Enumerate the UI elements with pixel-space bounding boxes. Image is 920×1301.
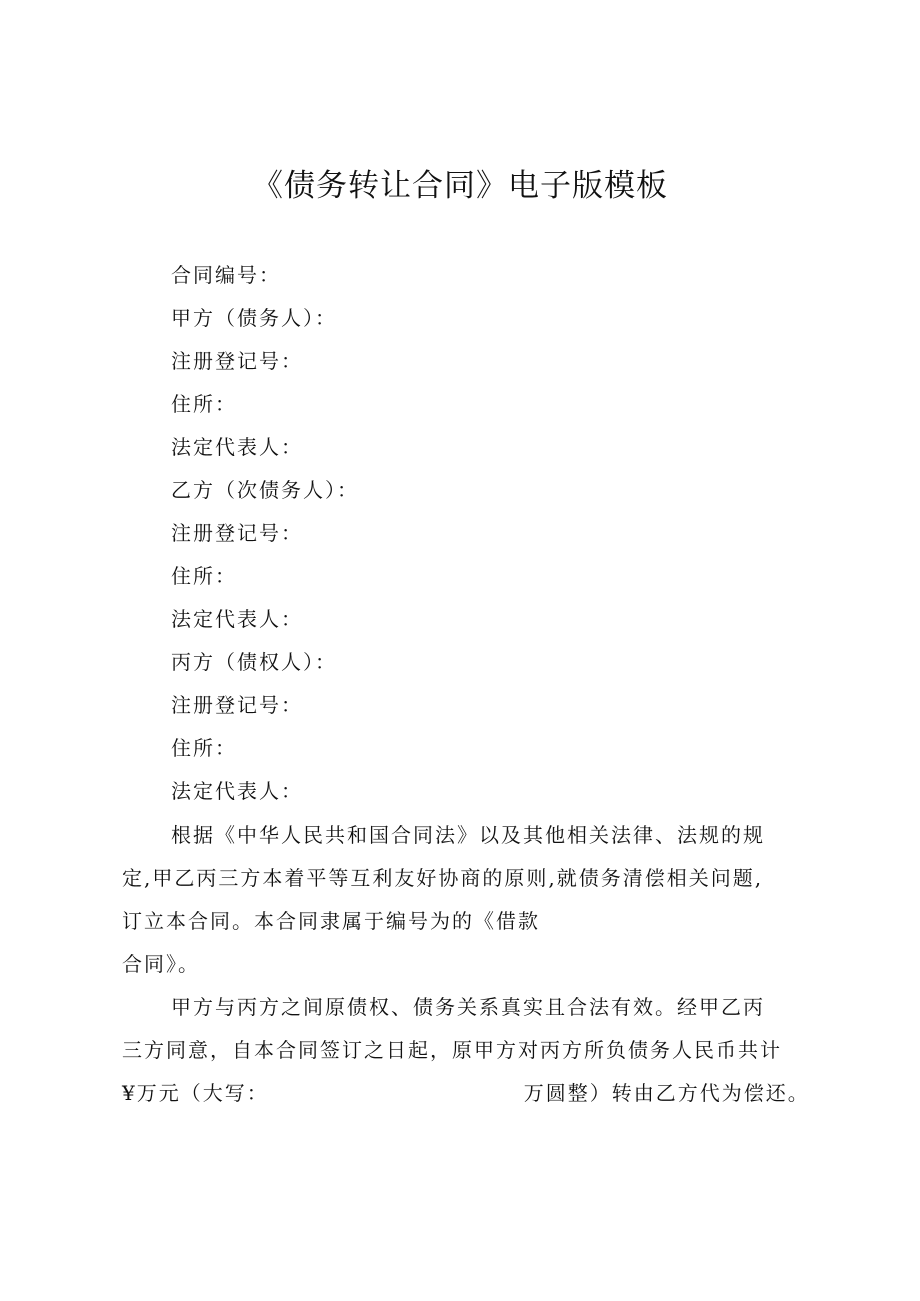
field-party-c-registration: 注册登记号：: [171, 693, 303, 717]
field-party-a-address: 住所：: [171, 392, 237, 416]
paragraph-line: 订立本合同。本合同隶属于编号为的《借款: [122, 909, 540, 933]
field-party-a: 甲方（债务人）：: [171, 306, 337, 330]
paragraph-debt-transfer: [122, 986, 812, 1115]
field-party-b: 乙方（次债务人）：: [171, 478, 359, 502]
amount-prefix: ¥万元（大写：: [122, 1081, 269, 1105]
field-party-b-address: 住所：: [171, 564, 237, 588]
document-title: 《债务转让合同》电子版模板: [252, 168, 668, 204]
paragraph-line: 甲方与丙方之间原债权、债务关系真实且合法有效。经甲乙丙: [171, 995, 765, 1019]
field-party-c-representative: 法定代表人：: [171, 779, 303, 803]
field-party-c: 丙方（债权人）：: [171, 650, 337, 674]
field-contract-number: 合同编号：: [171, 263, 281, 287]
paragraph-line: 定,甲乙丙三方本着平等互利友好协商的原则,就债务清偿相关问题,: [122, 866, 764, 890]
party-fields-list: [171, 254, 811, 813]
field-party-a-registration: 注册登记号：: [171, 349, 303, 373]
paragraph-line-amount: [122, 1072, 812, 1115]
paragraph-line: 合同》。: [122, 952, 200, 976]
field-party-a-representative: 法定代表人：: [171, 435, 303, 459]
field-party-b-representative: 法定代表人：: [171, 607, 303, 631]
amount-suffix: 万圆整）转由乙方代为偿还。: [523, 1081, 810, 1105]
paragraph-line: 三方同意，自本合同签订之日起，原甲方对丙方所负债务人民币共计: [122, 1038, 782, 1062]
field-party-c-address: 住所：: [171, 736, 237, 760]
field-party-b-registration: 注册登记号：: [171, 521, 303, 545]
paragraph-legal-basis: [122, 814, 812, 986]
paragraph-line: 根据《中华人民共和国合同法》以及其他相关法律、法规的规: [171, 823, 765, 847]
